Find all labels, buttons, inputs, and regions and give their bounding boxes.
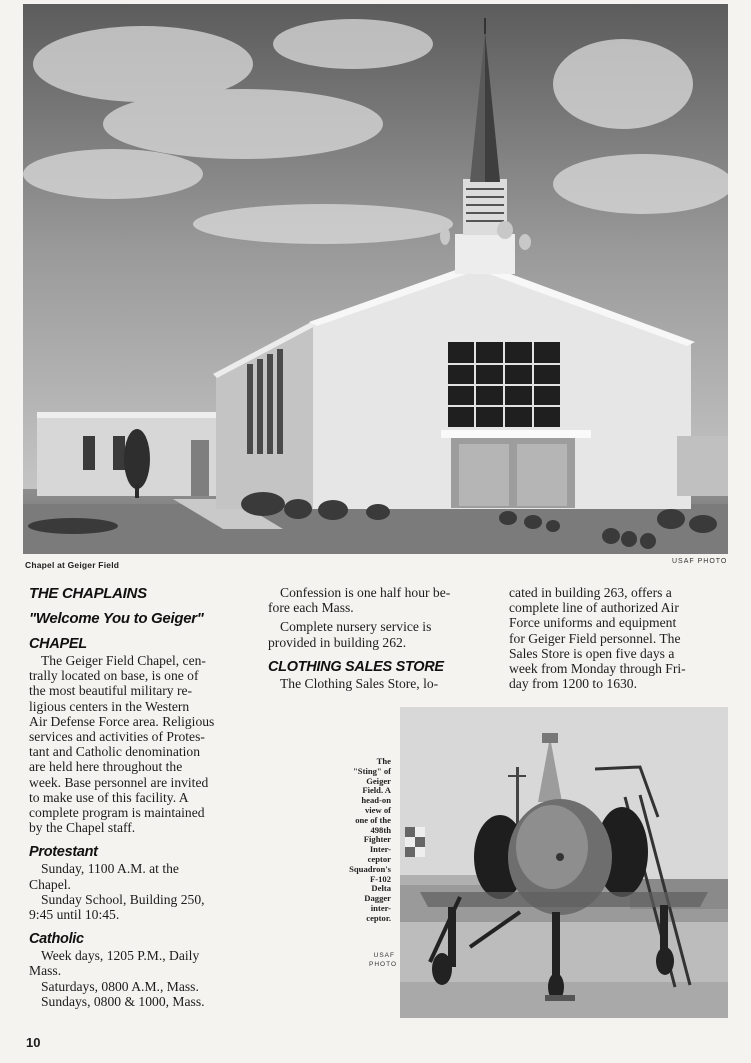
chapel-photo-credit: USAF PHOTO — [672, 558, 728, 565]
section-heading-chapel: CHAPEL — [29, 636, 87, 652]
text-line: provided in building 262. — [268, 634, 407, 650]
text-line: Complete nursery service is — [280, 619, 432, 635]
text-line: Mass. — [29, 963, 62, 979]
caption-line: Fighter — [363, 834, 391, 845]
section-subheading-welcome: "Welcome You to Geiger" — [29, 610, 204, 627]
section-heading-protestant: Protestant — [29, 844, 98, 861]
jet-photo — [400, 707, 728, 1018]
caption-line: 498th — [370, 824, 391, 835]
column-1 — [29, 585, 247, 1009]
text-line: Week days, 1205 P.M., Daily — [41, 948, 200, 964]
caption-line: Inter- — [369, 844, 391, 855]
caption-line: ceptor. — [366, 912, 391, 923]
text-line: are held here throughout the — [29, 759, 183, 775]
text-line: Chapel. — [29, 876, 71, 892]
chapel-paragraph — [29, 653, 247, 835]
text-line: day from 1200 to 1630. — [509, 676, 637, 692]
section-heading-catholic: Catholic — [29, 931, 84, 948]
caption-line: Dagger — [364, 893, 391, 904]
caption-line: Delta — [371, 883, 391, 894]
catholic-schedule — [29, 948, 247, 1009]
text-line: Sunday, 1100 A.M. at the — [41, 861, 179, 877]
caption-line: view of — [364, 804, 391, 815]
column-3 — [509, 585, 729, 691]
caption-line: F-102 — [369, 873, 391, 884]
jet-photo-caption — [311, 757, 391, 924]
text-line: for Geiger Field personnel. The — [509, 630, 681, 646]
text-line: The Clothing Sales Store, lo- — [280, 675, 439, 691]
text-line: services and activities of Protes- — [29, 729, 205, 745]
caption-line: ceptor — [367, 853, 391, 864]
text-line: The Geiger Field Chapel, cen- — [41, 653, 206, 668]
text-line: Saturdays, 0800 A.M., Mass. — [41, 978, 199, 994]
credit-line: PHOTO — [369, 961, 397, 968]
text-line: Force uniforms and equipment — [509, 615, 677, 631]
section-heading-clothing-sales-store: CLOTHING SALES STORE — [268, 658, 444, 675]
text-line: tant and Catholic denomination — [29, 744, 201, 760]
caption-line: head-on — [361, 795, 391, 806]
text-line: Confession is one half hour be- — [280, 585, 451, 600]
caption-line: Geiger — [366, 775, 391, 786]
caption-line: inter- — [370, 902, 391, 913]
text-line: week. Base personnel are invited — [29, 774, 209, 790]
section-heading-chaplains: THE CHAPLAINS — [29, 585, 147, 602]
text-line: fore each Mass. — [268, 600, 354, 616]
chapel-photo — [23, 4, 728, 554]
text-line: by the Chapel staff. — [29, 820, 136, 836]
column-2 — [268, 585, 488, 691]
text-line: complete line of authorized Air — [509, 600, 679, 616]
text-line: Sundays, 0800 & 1000, Mass. — [41, 993, 205, 1009]
text-line: trally located on base, is one of — [29, 668, 199, 684]
text-line: Sunday School, Building 250, — [41, 891, 205, 907]
text-line: Sales Store is open five days a — [509, 645, 675, 661]
caption-line: Field. A — [362, 785, 391, 796]
caption-line: "Sting" of — [353, 765, 391, 776]
text-line: week from Monday through Fri- — [509, 661, 686, 677]
text-line: the most beautiful military re- — [29, 683, 193, 699]
caption-line: The — [376, 756, 391, 766]
jet-photo-credit — [369, 951, 395, 969]
protestant-schedule — [29, 861, 247, 922]
text-line: 9:45 until 10:45. — [29, 907, 120, 923]
text-line: cated in building 263, offers a — [509, 585, 672, 600]
text-line: Air Defense Force area. Religious — [29, 713, 215, 729]
caption-line: one of the — [355, 814, 391, 825]
credit-line: USAF — [373, 952, 395, 959]
text-line: ligious centers in the Western — [29, 698, 190, 714]
chapel-photo-caption: Chapel at Geiger Field — [25, 560, 120, 570]
page-number: 10 — [26, 1035, 41, 1050]
text-line: complete program is maintained — [29, 805, 205, 821]
caption-line: Squadron's — [349, 863, 391, 874]
text-line: to make use of this facility. A — [29, 789, 189, 805]
